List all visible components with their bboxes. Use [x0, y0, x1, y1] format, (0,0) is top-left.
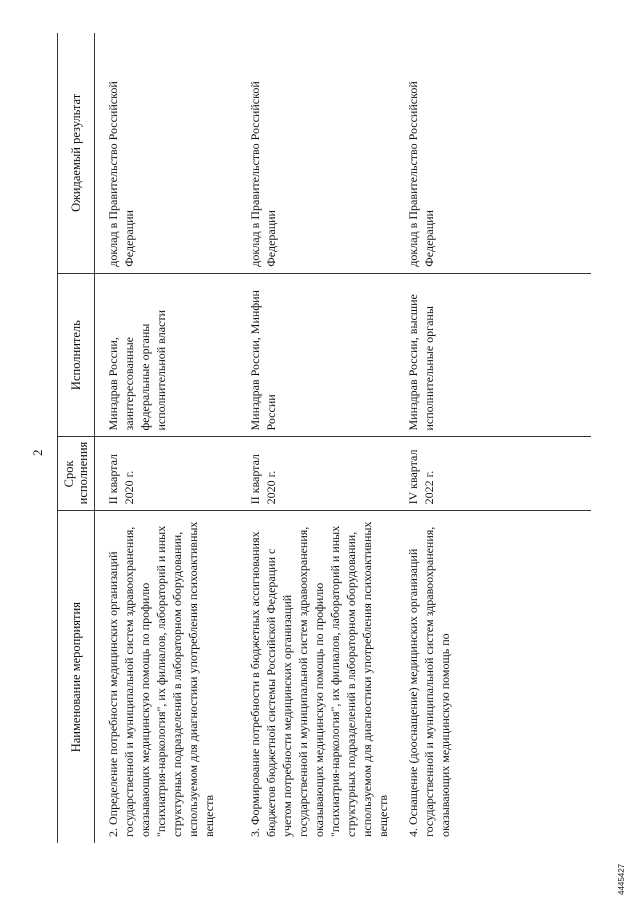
table-row	[405, 33, 591, 843]
header-executor: Исполнитель	[58, 273, 95, 437]
row-name-cell: 2. Определение потребности медицинских организаций государственной и муниципальной систем здравоохранения, оказывающих медицинскую помощь по профилю "психиатрия-наркология", их филиалов, лабораторий и иных структурных подразделений в лабораторном оборудовании, используемом для диагностики употребления психоактивных веществ	[105, 511, 247, 843]
row-executor-cell: Минздрав России, заинтересованные федеральные органы исполнительной власти	[105, 273, 247, 437]
row-result-cell: доклад в Правительство Российской Федерации	[106, 81, 136, 267]
table-header-row	[58, 33, 95, 843]
row-deadline-cell: IV квартал 2022 г.	[405, 437, 591, 511]
row-name-cell: 3. Формирование потребности в бюджетных ассигнованиях бюджетов бюджетной системы Российской Федерации с учетом потребности медицинских организаций государственной и муниципальной систем здравоохранения, оказывающих медицинскую помощь по профилю "психиатрия-наркология", их филиалов, лабораторий и иных структурных подразделений в лабораторном оборудовании, используемом для диагностики употребления психоактивных веществ	[247, 511, 405, 843]
row-name-cell: 4. Оснащение (дооснащение) медицинских организаций государственной и муниципальной систем здравоохранения, оказывающих медицинскую помощь по	[405, 511, 591, 843]
row-result-cell: доклад в Правительство Российской Федерации	[248, 81, 278, 267]
header-deadline: Срок исполнения	[58, 437, 95, 511]
document-code: 4445427	[617, 863, 626, 895]
table-row	[105, 33, 247, 843]
header-name: Наименование мероприятия	[58, 511, 95, 843]
action-plan-table	[57, 33, 591, 843]
table-row	[247, 33, 405, 843]
page-number: 2	[30, 449, 45, 456]
row-executor-cell: Минздрав России, Минфин России	[247, 273, 405, 437]
row-result-cell: доклад в Правительство Российской Федерации	[406, 81, 436, 267]
row-deadline-cell: II квартал 2020 г.	[105, 437, 247, 511]
row-deadline-cell: II квартал 2020 г.	[247, 437, 405, 511]
header-result: Ожидаемый результат	[58, 33, 95, 273]
row-executor-cell: Минздрав России, высшие исполнительные органы	[405, 273, 591, 437]
